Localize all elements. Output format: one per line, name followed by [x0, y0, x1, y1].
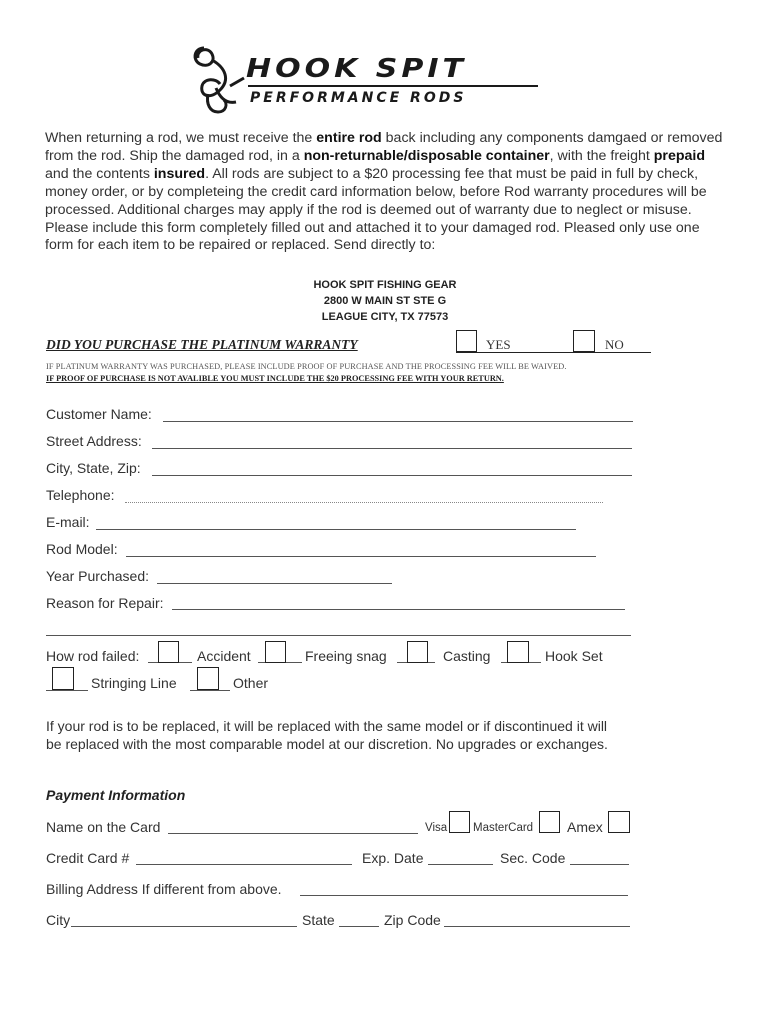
mastercard-label: MasterCard — [473, 822, 534, 834]
stringing-underline — [46, 690, 88, 691]
payment-title: Payment Information — [46, 787, 186, 803]
billing-address-field[interactable] — [300, 895, 628, 896]
city-field[interactable] — [71, 926, 297, 927]
platinum-note-1: IF PLATINUM WARRANTY WAS PURCHASED, PLEASE INCLUDE PROOF OF PURCHASE AND THE PROCESSING FEE WILL BE WAIVED. — [46, 362, 567, 371]
reason-for-repair-label: Reason for Repair: — [46, 595, 164, 611]
no-label: NO — [605, 337, 624, 352]
amex-checkbox[interactable] — [608, 811, 630, 833]
yes-label: YES — [486, 337, 511, 352]
accident-checkbox[interactable] — [158, 641, 179, 663]
city-state-zip-field[interactable] — [152, 475, 632, 476]
replacement-note: If your rod is to be replaced, it will be replaced with the same model or if discontinued it will be replaced with the most comparable model at our discretion. No upgrades or exchanges. — [46, 718, 608, 752]
telephone-label: Telephone: — [46, 487, 115, 503]
platinum-question: DID YOU PURCHASE THE PLATINUM WARRANTY — [46, 337, 358, 352]
freeing-snag-checkbox[interactable] — [265, 641, 286, 663]
hook-spit-logo — [186, 38, 566, 118]
hook-set-checkbox[interactable] — [507, 641, 529, 663]
city-state-zip-label: City, State, Zip: — [46, 460, 141, 476]
year-purchased-label: Year Purchased: — [46, 568, 149, 584]
visa-checkbox[interactable] — [449, 811, 470, 833]
other-checkbox[interactable] — [197, 667, 219, 690]
casting-checkbox[interactable] — [407, 641, 428, 663]
state-field[interactable] — [339, 926, 379, 927]
freeing-snag-label: Freeing snag — [305, 648, 387, 664]
logo-subtitle: PERFORMANCE RODS — [250, 90, 467, 106]
telephone-field[interactable] — [125, 501, 603, 503]
zip-code-field[interactable] — [444, 926, 630, 927]
exp-date-label: Exp. Date — [362, 850, 424, 866]
yes-checkbox[interactable] — [456, 330, 477, 352]
accident-label: Accident — [197, 648, 251, 664]
street-address-label: Street Address: — [46, 433, 142, 449]
hook-icon — [186, 38, 248, 118]
platinum-note-2: IF PROOF OF PURCHASE IS NOT AVALIBLE YOU MUST INCLUDE THE $20 PROCESSING FEE WITH YOUR RETURN. — [46, 374, 504, 383]
logo-rule — [248, 85, 538, 87]
state-label: State — [302, 912, 335, 928]
rod-model-field[interactable] — [126, 556, 596, 557]
billing-address-label: Billing Address If different from above. — [46, 881, 282, 897]
stringing-line-checkbox[interactable] — [52, 667, 74, 690]
name-on-card-label: Name on the Card — [46, 819, 161, 835]
street-address-field[interactable] — [152, 448, 632, 449]
zip-code-label: Zip Code — [384, 912, 441, 928]
address-line-2: 2800 W MAIN ST STE G — [323, 295, 447, 307]
address-line-1: HOOK SPIT FISHING GEAR — [313, 279, 457, 291]
credit-card-label: Credit Card # — [46, 850, 130, 866]
intro-paragraph: When returning a rod, we must receive the entire rod back including any components damgaed or removed from the rod. Ship the damaged rod, in a non-returnable/disposable container, with the freight prepaid and the contents insured. All rods are subject to a $20 processing fee that must be paid in full by check, money order, or by completeing the credit card information below, before Rod warranty procedures will be processed. Additional charges may apply if the rod is deemed out of warranty due to neglect or misuse. Please include this form completely filled out and attached it to your damaged rod. Pleased only use one form for each item to be repaired or replaced. Send directly to: — [45, 130, 723, 254]
credit-card-field[interactable] — [136, 864, 352, 865]
no-checkbox[interactable] — [573, 330, 595, 352]
city-label: City — [46, 912, 71, 928]
how-rod-failed-label: How rod failed: — [46, 648, 140, 664]
email-field[interactable] — [96, 529, 576, 530]
other-label: Other — [233, 675, 269, 691]
stringing-line-label: Stringing Line — [91, 675, 177, 691]
address-line-3: LEAGUE CITY, TX 77573 — [321, 311, 449, 323]
amex-label: Amex — [567, 819, 603, 835]
casting-label: Casting — [443, 648, 491, 664]
platinum-options-rule — [456, 352, 651, 353]
customer-name-label: Customer Name: — [46, 406, 152, 422]
name-on-card-field[interactable] — [168, 833, 418, 834]
other-underline — [190, 690, 230, 691]
visa-label: Visa — [425, 822, 448, 834]
sec-code-label: Sec. Code — [500, 850, 566, 866]
rod-model-label: Rod Model: — [46, 541, 118, 557]
reason-for-repair-field[interactable] — [172, 609, 625, 610]
mastercard-checkbox[interactable] — [539, 811, 560, 833]
reason-for-repair-field-2[interactable] — [46, 635, 631, 636]
exp-date-field[interactable] — [428, 864, 493, 865]
logo-title: HOOK SPIT — [246, 54, 468, 84]
email-label: E-mail: — [46, 514, 90, 530]
customer-name-field[interactable] — [163, 421, 633, 422]
year-purchased-field[interactable] — [157, 583, 392, 584]
sec-code-field[interactable] — [570, 864, 629, 865]
hook-set-label: Hook Set — [545, 648, 603, 664]
